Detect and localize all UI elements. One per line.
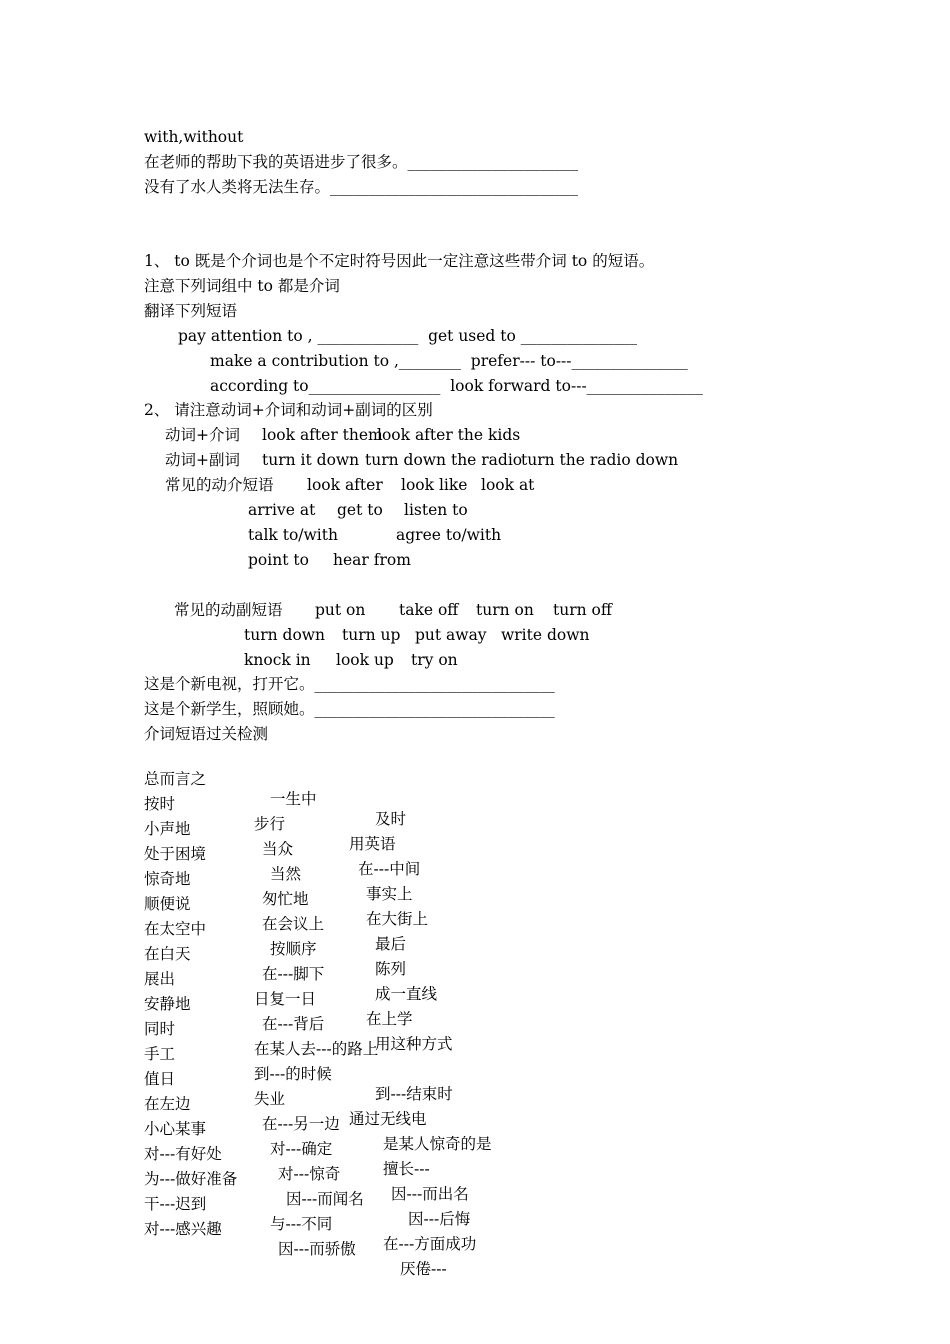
exercise-line: 这是个新学生，照顾她。_______________________________ (144, 700, 555, 718)
phrase-cell: 用这种方式 (375, 1035, 453, 1053)
va-label: 动词+副词 (165, 451, 240, 469)
section-heading: 2、 请注意动词+介词和动词+副词的区别 (144, 401, 433, 419)
phrase-cell: 手工 (144, 1045, 176, 1063)
phrase-cell: 在会议上 (262, 915, 325, 933)
vp-example: look after the kids (377, 426, 521, 444)
vadv-item: put on (315, 601, 366, 619)
exercise-line: make a contribution to ,________ prefer--- to---_______________ (210, 352, 688, 370)
phrase-cell: 一生中 (270, 790, 317, 808)
phrase-cell: 到---结束时 (375, 1085, 453, 1103)
vadv-item: look up (336, 651, 394, 669)
phrase-cell: 因---而闻名 (286, 1190, 364, 1208)
phrase-cell: 在太空中 (144, 920, 207, 938)
vadv-item: put away (415, 626, 487, 644)
phrase-cell: 对---确定 (270, 1140, 333, 1158)
phrase-cell: 因---而出名 (391, 1185, 469, 1203)
phrase-cell: 同时 (144, 1020, 176, 1038)
phrase-cell: 步行 (254, 815, 286, 833)
vadv-item: turn on (476, 601, 534, 619)
phrase-cell: 通过无线电 (349, 1110, 427, 1128)
phrase-cell: 陈列 (375, 960, 407, 978)
phrase-cell: 按顺序 (270, 940, 317, 958)
vprep-item: listen to (404, 501, 468, 519)
phrase-cell: 擅长--- (383, 1160, 430, 1178)
vadv-item: take off (399, 601, 459, 619)
phrase-cell: 顺便说 (144, 895, 191, 913)
phrase-cell: 对---有好处 (144, 1145, 222, 1163)
vp-example: look after them (262, 426, 383, 444)
phrase-cell: 及时 (375, 810, 407, 828)
va-example: turn the radio down (521, 451, 679, 469)
phrase-cell: 处于困境 (144, 845, 207, 863)
vprep-label: 常见的动介短语 (165, 476, 274, 494)
phrase-cell: 展出 (144, 970, 176, 988)
phrase-cell: 值日 (144, 1070, 176, 1088)
vadv-label: 常见的动副短语 (174, 601, 283, 619)
phrase-cell: 到---的时候 (254, 1065, 332, 1083)
vprep-item: arrive at (248, 501, 316, 519)
vadv-item: write down (501, 626, 590, 644)
phrase-cell: 最后 (375, 935, 407, 953)
phrase-cell: 因---而骄傲 (278, 1240, 356, 1258)
section-heading: 介词短语过关检测 (144, 725, 269, 743)
phrase-cell: 小心某事 (144, 1120, 207, 1138)
phrase-cell: 在左边 (144, 1095, 191, 1113)
vadv-item: turn off (553, 601, 612, 619)
vprep-item: look like (401, 476, 468, 494)
vadv-item: turn up (342, 626, 401, 644)
vprep-item: hear from (333, 551, 411, 569)
exercise-line: pay attention to , _____________ get used to _______________ (178, 327, 638, 345)
text-line: with,without (144, 128, 244, 146)
text-line: 注意下列词组中 to 都是介词 (144, 277, 340, 295)
phrase-cell: 安静地 (144, 995, 191, 1013)
phrase-cell: 在---脚下 (262, 965, 325, 983)
exercise-line: according to_________________ look forward to---_______________ (210, 377, 703, 395)
phrase-cell: 在---背后 (262, 1015, 325, 1033)
phrase-cell: 用英语 (349, 835, 396, 853)
phrase-cell: 在上学 (366, 1010, 413, 1028)
phrase-cell: 因---后悔 (408, 1210, 471, 1228)
phrase-cell: 事实上 (366, 885, 413, 903)
phrase-cell: 在白天 (144, 945, 191, 963)
phrase-cell: 当众 (262, 840, 294, 858)
phrase-cell: 在---另一边 (262, 1115, 340, 1133)
vadv-item: try on (411, 651, 458, 669)
vadv-item: turn down (244, 626, 326, 644)
phrase-cell: 匆忙地 (262, 890, 309, 908)
vp-label: 动词+介词 (165, 426, 240, 444)
vprep-item: point to (248, 551, 309, 569)
phrase-cell: 小声地 (144, 820, 191, 838)
phrase-cell: 在---中间 (358, 860, 421, 878)
text-line: 在老师的帮助下我的英语进步了很多。______________________ (144, 153, 579, 171)
exercise-line: 这是个新电视，打开它。_______________________________ (144, 675, 555, 693)
phrase-cell: 按时 (144, 795, 176, 813)
phrase-cell: 当然 (270, 865, 302, 883)
vprep-item: look at (481, 476, 535, 494)
phrase-cell: 是某人惊奇的是 (383, 1135, 492, 1153)
phrase-cell: 干---迟到 (144, 1195, 207, 1213)
vprep-item: agree to/with (396, 526, 502, 544)
phrase-cell: 在某人去---的路上 (254, 1040, 379, 1058)
va-example: turn down the radio (365, 451, 523, 469)
phrase-cell: 在大街上 (366, 910, 429, 928)
vprep-item: talk to/with (248, 526, 338, 544)
text-line: 翻译下列短语 (144, 302, 238, 320)
va-example: turn it down (262, 451, 360, 469)
phrase-cell: 为---做好准备 (144, 1170, 238, 1188)
phrase-cell: 在---方面成功 (383, 1235, 477, 1253)
phrase-cell: 惊奇地 (144, 870, 191, 888)
phrase-cell: 对---惊奇 (278, 1165, 341, 1183)
section-heading: 1、 to 既是个介词也是个不定时符号因此一定注意这些带介词 to 的短语。 (144, 252, 655, 270)
phrase-cell: 对---感兴趣 (144, 1220, 222, 1238)
vprep-item: look after (307, 476, 383, 494)
text-line: 没有了水人类将无法生存。________________________________ (144, 178, 579, 196)
phrase-cell: 厌倦--- (400, 1260, 447, 1278)
vprep-item: get to (337, 501, 383, 519)
phrase-cell: 日复一日 (254, 990, 317, 1008)
phrase-cell: 成一直线 (375, 985, 438, 1003)
phrase-cell: 与---不同 (270, 1215, 333, 1233)
vadv-item: knock in (244, 651, 311, 669)
phrase-cell: 失业 (254, 1090, 286, 1108)
phrase-cell: 总而言之 (144, 770, 207, 788)
